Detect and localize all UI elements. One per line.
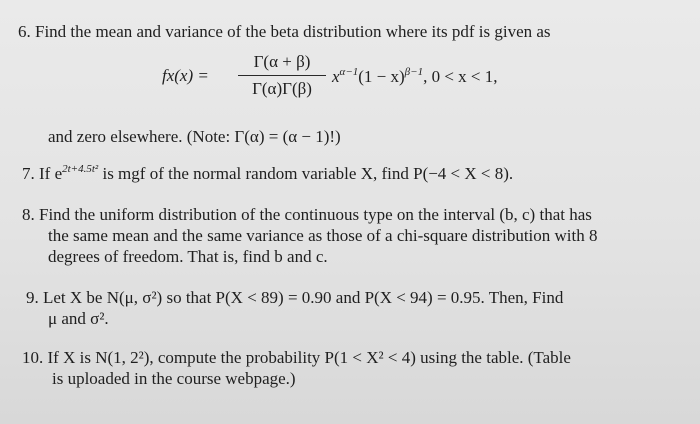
problem-8-number: 8. xyxy=(22,205,35,224)
problem-8-text-2: the same mean and the same variance as those of a chi-square distribution with 8 xyxy=(48,226,598,245)
formula-x: x xyxy=(332,67,340,86)
problem-10-text-2: is uploaded in the course webpage.) xyxy=(52,369,296,388)
problem-8-line-3 xyxy=(48,247,328,267)
problem-7-exponent: 2t+4.5t² xyxy=(62,163,99,175)
problem-7-prefix: If e xyxy=(39,164,63,183)
problem-7-rest: is mgf of the normal random variable X, find P(−4 < X < 8). xyxy=(98,164,514,183)
problem-10-number: 10. xyxy=(22,348,44,367)
formula-lhs: fx(x) = xyxy=(162,66,209,85)
problem-9-text-2: μ and σ². xyxy=(48,309,109,328)
problem-7-line-1 xyxy=(22,163,513,184)
problem-6-number: 6. xyxy=(18,22,31,41)
problem-7-number: 7. xyxy=(22,164,35,183)
formula-denominator: Γ(α)Γ(β) xyxy=(252,79,312,98)
problem-9-line-1 xyxy=(26,288,563,308)
problem-6-line-1 xyxy=(18,22,551,42)
problem-10-text-1: If X is N(1, 2²), compute the probability P(1 < X² < 4) using the table. (Table xyxy=(47,348,571,367)
problem-9-line-2 xyxy=(48,309,109,329)
problem-10-line-1 xyxy=(22,348,571,368)
formula-one-minus-x: (1 − x) xyxy=(358,67,405,86)
formula-rhs xyxy=(332,66,498,87)
problem-10-line-2 xyxy=(52,369,296,389)
formula-exp-alpha: α−1 xyxy=(339,66,359,78)
problem-9-number: 9. xyxy=(26,288,39,307)
formula-support: , 0 < x < 1, xyxy=(423,67,498,86)
problem-6-line-2 xyxy=(48,127,341,147)
problem-8-text-1: Find the uniform distribution of the continuous type on the interval (b, c) that has xyxy=(39,205,592,224)
problem-8-line-1 xyxy=(22,205,592,225)
formula-exp-beta: β−1 xyxy=(404,66,424,78)
formula-numerator: Γ(α + β) xyxy=(253,52,311,71)
problem-8-line-2 xyxy=(48,226,598,246)
fraction-bar xyxy=(238,75,326,76)
problem-6-note: and zero elsewhere. (Note: Γ(α) = (α − 1)!) xyxy=(48,127,341,146)
problem-8-text-3: degrees of freedom. That is, find b and c. xyxy=(48,247,328,266)
problem-9-text-1: Let X be N(μ, σ²) so that P(X < 89) = 0.90 and P(X < 94) = 0.95. Then, Find xyxy=(43,288,564,307)
problem-6-text: Find the mean and variance of the beta distribution where its pdf is given as xyxy=(35,22,551,41)
